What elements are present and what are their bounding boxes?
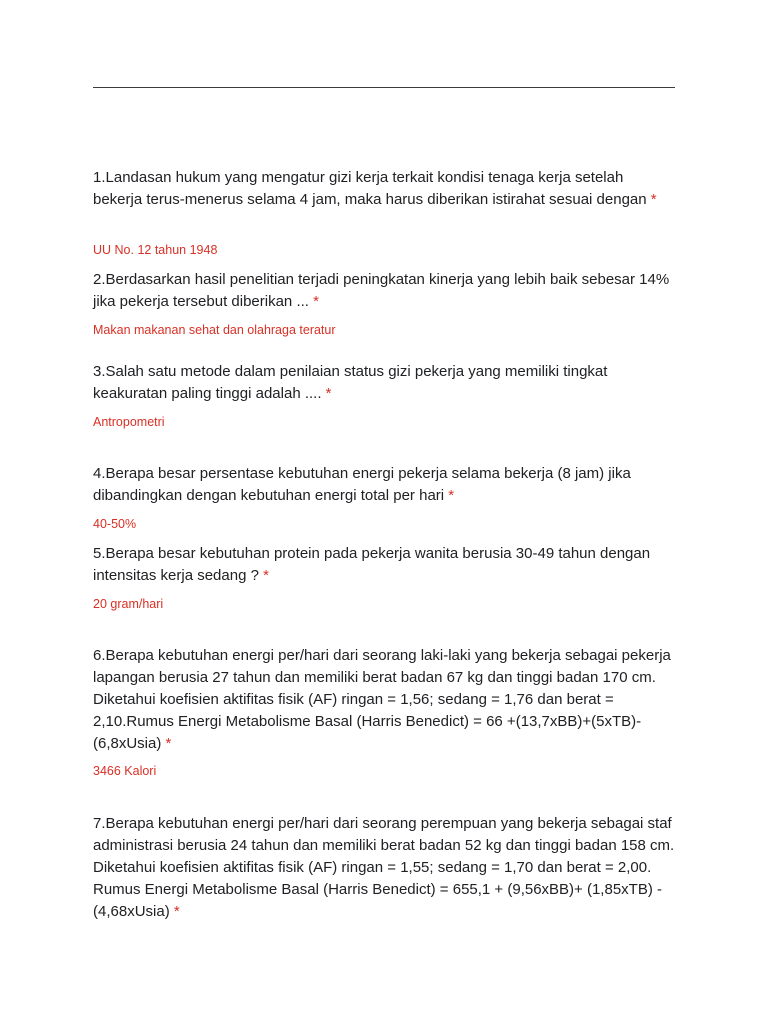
question-5-label: 5.Berapa besar kebutuhan protein pada pekerja wanita berusia 30-49 tahun dengan intensitas kerja sedang ? xyxy=(93,545,651,584)
answer-3: Antropometri xyxy=(93,415,165,429)
question-5-text xyxy=(93,543,675,587)
question-2-text xyxy=(93,269,675,313)
required-marker: * xyxy=(650,191,657,208)
required-marker: * xyxy=(173,903,180,920)
answer-4: 40-50% xyxy=(93,517,137,531)
question-2-label: 2.Berdasarkan hasil penelitian terjadi peningkatan kinerja yang lebih baik sebesar 14% jika pekerja tersebut diberikan ... xyxy=(93,271,670,310)
answer-1: UU No. 12 tahun 1948 xyxy=(93,243,218,257)
required-marker: * xyxy=(165,735,172,752)
answer-5: 20 gram/hari xyxy=(93,597,164,611)
question-6-label: 6.Berapa kebutuhan energi per/hari dari seorang laki-laki yang bekerja sebagai pekerja lapangan berusia 27 tahun dan memiliki berat badan 67 kg dan tinggi badan 170 cm. Diketahui koefisien aktifitas fisik (AF) ringan = 1,56; sedang = 1,76 dan berat = 2,10.Rumus Energi Metabolisme Basal (Harris Benedict) = 66 +(13,7xBB)+(5xTB)-(6,8xUsia) xyxy=(93,647,671,752)
answer-6: 3466 Kalori xyxy=(93,764,157,778)
question-4-label: 4.Berapa besar persentase kebutuhan energi pekerja selama bekerja (8 jam) jika dibandingkan dengan kebutuhan energi total per hari xyxy=(93,465,631,504)
question-7-text xyxy=(93,813,675,923)
required-marker: * xyxy=(448,487,455,504)
question-6-text xyxy=(93,645,675,755)
question-7-label: 7.Berapa kebutuhan energi per/hari dari seorang perempuan yang bekerja sebagai staf administrasi berusia 24 tahun dan memiliki berat badan 52 kg dan tinggi badan 158 cm. Diketahui koefisien aktifitas fisik (AF) ringan = 1,55; sedang = 1,70 dan berat = 2,00. Rumus Energi Metabolisme Basal (Harris Benedict) = 655,1 + (9,56xBB)+ (1,85xTB) - (4,68xUsia) xyxy=(93,815,675,920)
question-3-label: 3.Salah satu metode dalam penilaian status gizi pekerja yang memiliki tingkat keakuratan paling tinggi adalah .... xyxy=(93,363,608,402)
horizontal-rule xyxy=(93,87,675,88)
required-marker: * xyxy=(263,567,269,584)
question-1-label: 1.Landasan hukum yang mengatur gizi kerja terkait kondisi tenaga kerja setelah bekerja terus-menerus selama 4 jam, maka harus diberikan istirahat sesuai dengan xyxy=(93,169,647,208)
answer-2: Makan makanan sehat dan olahraga teratur xyxy=(93,323,336,337)
required-marker: * xyxy=(325,385,332,402)
question-4-text xyxy=(93,463,675,507)
required-marker: * xyxy=(313,293,319,310)
question-1-text xyxy=(93,167,675,211)
question-3-text xyxy=(93,361,675,405)
